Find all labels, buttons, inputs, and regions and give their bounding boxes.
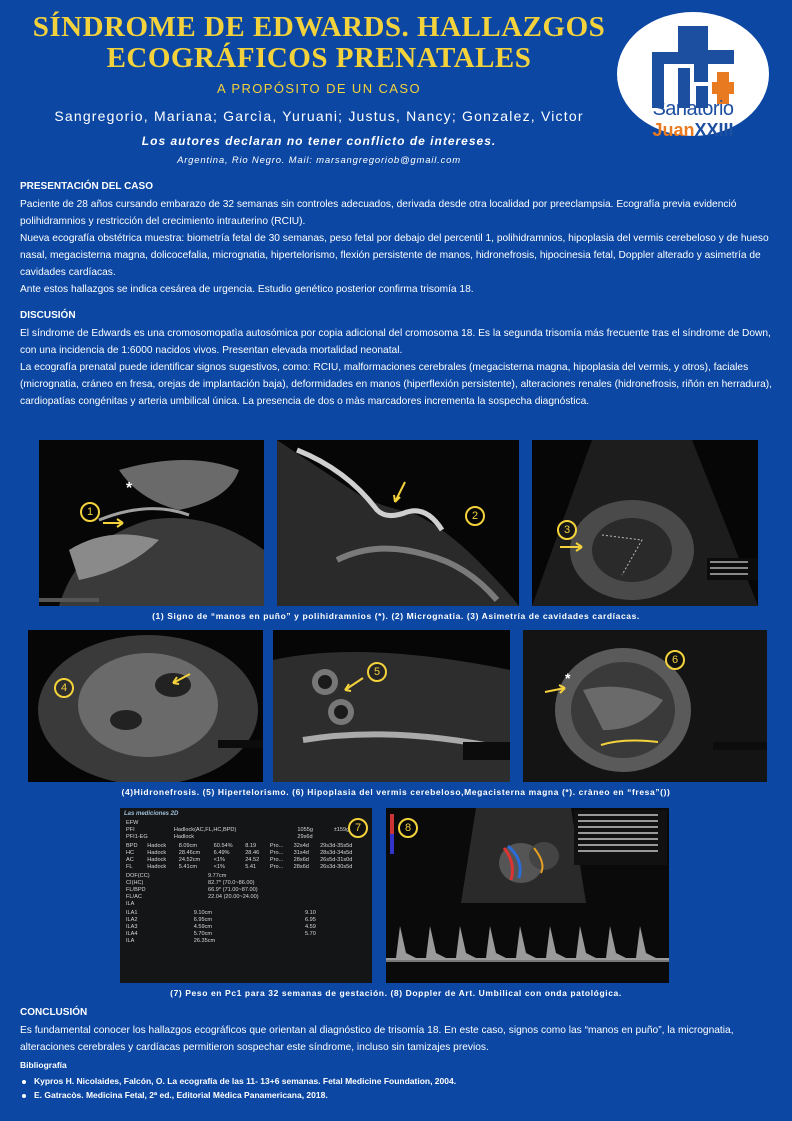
table-row [124, 916, 368, 923]
bullet-icon [22, 1094, 26, 1098]
row-formula: Hadock [147, 842, 167, 849]
fetal-measurements-panel [120, 808, 372, 983]
fl-ac-value: 22.04 (20.00~24.00) [208, 893, 259, 900]
row-sd: 6.49% [213, 849, 230, 856]
logo-juan: Juan [652, 120, 695, 140]
paragraph: Paciente de 28 años cursando embarazo de 32 semanas sin controles adecuados, derivada desde otra localidad por preeclampsia. Ecografía previa evidenció polihidramnios y restricción del crecimiento intrauterino (RCIU). [20, 199, 737, 227]
ila-v2: 4.59 [304, 923, 316, 930]
table-row [124, 849, 368, 856]
ratios-table [124, 872, 368, 907]
table-row [124, 856, 368, 863]
pfi-eg-label: PFI1-EG [126, 833, 148, 840]
figure-badge-5: 5 [367, 662, 387, 682]
row-name: AC [126, 856, 134, 863]
ila-value: 6.95cm [193, 916, 213, 923]
ila-name: ILA4 [126, 930, 138, 937]
ila-name: ILA3 [126, 923, 138, 930]
pfi-extra: ±159g [333, 826, 350, 833]
row-name: BPD [126, 842, 138, 849]
doppler-image-8 [386, 808, 669, 983]
row-value: 28.46cm [178, 849, 201, 856]
paragraph: Es fundamental conocer los hallazgos ecográficos que orientan al diagnóstico de trisomía 18. En este caso, signos como las “manos en puño”, la micrognatia, alteraciones cerebrales y cardíacas permitieron sospechar este síndrome, incluso sin tamizajes previos. [20, 1025, 734, 1053]
bibliography-item [22, 1090, 328, 1100]
figure-caption-3: (7) Peso en Pc1 para 32 semanas de gestación. (8) Doppler de Art. Umbilical con onda patológica. [170, 988, 622, 998]
section-heading: PRESENTACIÓN DEL CASO [20, 181, 153, 192]
poster-subtitle: A PROPÓSITO DE UN CASO [217, 81, 421, 96]
row-value: 8.09cm [178, 842, 198, 849]
ultrasound-image-1 [39, 440, 264, 606]
bibliography-heading: Bibliografía [20, 1060, 67, 1070]
table-row [124, 893, 368, 900]
row-ga: 28s6d [293, 863, 309, 870]
fl-bpd-label: FL/BPD [126, 886, 146, 893]
table-row [124, 886, 368, 893]
paragraph: El síndrome de Edwards es una cromosomopatìa autosómica por copia adicional del cromosoma 18. Es la segunda trisomía más frecuente tras el síndrome de Down, con una incidencia de 1:6000 nacidos vivos. Presentan elevada mortalidad neonatal. [20, 328, 771, 356]
logo-xxiii: XXIII [694, 120, 734, 140]
row-ga: 31s4d [293, 849, 309, 856]
contact-info: Argentina, Rio Negro. Mail: marsangregoriob@gmail.com [177, 155, 461, 166]
figure-badge-8: 8 [398, 818, 418, 838]
ofd-value: 9.77cm [208, 872, 227, 879]
table-row [124, 872, 368, 879]
star-marker: * [126, 480, 133, 497]
authors: Sangregorio, Mariana; Garcìa, Yuruani; Justus, Nancy; Gonzalez, Victor [54, 108, 584, 124]
efw-label: EFW [126, 819, 139, 826]
figure-badge-1: 1 [80, 502, 100, 522]
row-formula: Hadock [147, 856, 167, 863]
ila-name: ILA [126, 937, 135, 944]
row-v2: 5.41 [245, 863, 257, 870]
ultrasound-image-4 [28, 630, 263, 782]
pfi-eg-formula: Hadlock [173, 833, 195, 840]
row-value: 24.52cm [178, 856, 201, 863]
figure-badge-4: 4 [54, 678, 74, 698]
row-status: Pro... [269, 849, 284, 856]
row-sd: <1% [213, 863, 226, 870]
row-formula: Hadock [147, 863, 167, 870]
conflict-statement: Los autores declaran no tener conflicto de intereses. [141, 134, 497, 148]
figure-badge-2: 2 [465, 506, 485, 526]
ila-table [124, 909, 368, 944]
row-range: 26s3d-30s5d [320, 863, 353, 870]
bullet-icon [22, 1080, 26, 1084]
logo-text-sanatorio: Sanatorio [652, 98, 734, 120]
ila-label: ILA [126, 900, 135, 907]
row-name: HC [126, 849, 135, 856]
ila-value: 4.59cm [193, 923, 213, 930]
row-sd: 60.54% [213, 842, 233, 849]
figure-badge-3: 3 [557, 520, 577, 540]
section-conclusion [20, 1006, 772, 1056]
ultrasound-image-6 [523, 630, 767, 782]
ila-v2: 5.70 [304, 930, 316, 937]
row-status: Pro... [269, 842, 284, 849]
ila-value: 26.35cm [193, 937, 216, 944]
row-sd: <1% [213, 856, 226, 863]
paragraph: Nueva ecografía obstétrica muestra: biometría fetal de 30 semanas, peso fetal por debajo del percentil 1, polihidramnios, hipoplasia del vermis cerebeloso y de hueso nasal, megacisterna magna, dolicocefalia, micrognatia, hipertelorismo, flexión persistente de manos, hidronefrosis, hipocinesia fetal, Doppler alterado y asimetría de cavidades cardíacas. [20, 233, 769, 278]
pfi-value: 1055g [297, 826, 313, 833]
row-ga: 32s4d [293, 842, 309, 849]
ila-value: 9.10cm [193, 909, 213, 916]
section-heading: CONCLUSIÓN [20, 1007, 88, 1018]
ila-value: 5.70cm [193, 930, 213, 937]
row-status: Pro... [269, 856, 284, 863]
row-v2: 24.52 [245, 856, 260, 863]
logo-text-juan [640, 120, 746, 141]
figure-caption-2: (4)Hidronefrosis. (5) Hipertelorismo. (6) Hipoplasia del vermis cerebeloso,Megacisterna magna (*). cràneo en “fresa”()) [121, 787, 671, 797]
star-marker: * [565, 670, 571, 686]
table-row [124, 879, 368, 886]
row-v2: 8.19 [245, 842, 257, 849]
table-row [124, 909, 368, 916]
table-row [124, 937, 368, 944]
row-status: Pro... [269, 863, 284, 870]
fl-bpd-value: 66.9* (71.00~87.00) [208, 886, 258, 893]
table-row [124, 900, 368, 907]
figure-badge-6: 6 [665, 650, 685, 670]
figure-caption-1: (1) Signo de “manos en puño” y polihidramnios (*). (2) Micrognatia. (3) Asimetría de cavidades cardíacas. [152, 611, 640, 621]
fl-ac-label: FL/AC [126, 893, 142, 900]
ila-v2: 6.95 [304, 916, 316, 923]
title-line-2: ECOGRÁFICOS PRENATALES [106, 42, 532, 74]
ofd-label: DOF(CC) [126, 872, 150, 879]
pfi-label: PFI [126, 826, 135, 833]
ila-v2: 9.10 [304, 909, 316, 916]
row-range: 28s3d-34s5d [320, 849, 353, 856]
pfi-formula: Hadlock(AC,FL,HC,BPD) [173, 826, 237, 833]
row-ga: 28s6d [293, 856, 309, 863]
row-v2: 28.46 [245, 849, 260, 856]
ila-v2 [303, 937, 368, 944]
table-row [124, 930, 368, 937]
row-range: 29s3d-35s5d [320, 842, 353, 849]
row-formula: Hadock [147, 849, 167, 856]
pfi-eg-value: 29s6d [297, 833, 313, 840]
row-name: FL [126, 863, 133, 870]
ila-name: ILA2 [126, 916, 138, 923]
section-heading: DISCUSIÓN [20, 310, 76, 321]
ultrasound-image-5 [273, 630, 510, 782]
panel-title: Las mediciones 2D [124, 811, 179, 817]
ci-label: CI(HC) [126, 879, 144, 886]
paragraph: La ecografía prenatal puede identificar signos sugestivos, como: RCIU, malformaciones cerebrales (megacisterna magna, hipoplasia del vermis, y otros), faciales (micrognatia, cráneo en fresa, orejas de implantación baja), deformidades en manos (hiperflexión persistente), alteraciones renales (hidronefrosis, riñón en herradura), cardiopatías congénitas y arteria umbilical única. La presencia de dos o màs marcadores incrementa la sospecha diagnóstica. [20, 362, 773, 407]
ila-name: ILA1 [126, 909, 138, 916]
ci-value: 82.7* (70.0~86.00) [208, 879, 255, 886]
reference-text: E. Gatracòs. Medicina Fetal, 2ª ed., Editorial Mèdica Panamericana, 2018. [34, 1090, 328, 1100]
section-presentacion [20, 180, 772, 298]
table-row [124, 923, 368, 930]
section-discusion [20, 309, 772, 410]
table-row [124, 863, 368, 870]
paragraph: Ante estos hallazgos se indica cesárea de urgencia. Estudio genético posterior confirma trisomía 18. [20, 284, 474, 295]
row-range: 26s5d-31s0d [320, 856, 353, 863]
figure-badge-7: 7 [348, 818, 368, 838]
bibliography-item [22, 1076, 456, 1086]
table-row [124, 842, 368, 849]
ultrasound-image-2 [277, 440, 519, 606]
biometry-table [124, 842, 368, 870]
title-line-1: SÍNDROME DE EDWARDS. HALLAZGOS [32, 11, 606, 43]
poster-title [8, 12, 630, 74]
efw-table [124, 819, 368, 840]
reference-text: Kypros H. Nicolaides, Falcón, O. La ecografía de las 11- 13+6 semanas. Fetal Medicine Foundation, 2004. [34, 1076, 457, 1086]
row-value: 5.41cm [178, 863, 198, 870]
